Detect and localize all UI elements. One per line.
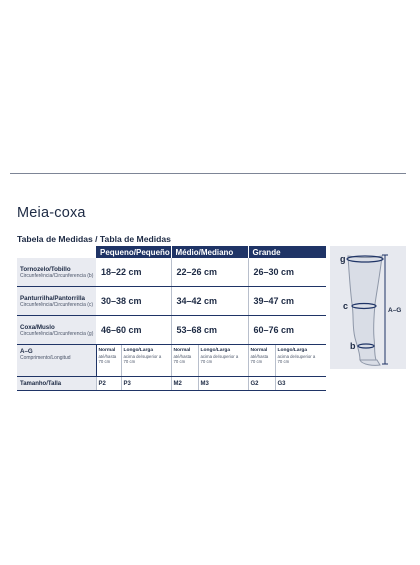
table-row: [17, 287, 326, 316]
length-note: até/hasta: [98, 354, 117, 359]
row-label: Tornozelo/Tobillo: [20, 265, 71, 273]
foot-outline: [360, 360, 380, 365]
length-type: Longo/Larga: [123, 348, 154, 353]
size-code: G2: [248, 377, 275, 391]
header-small: Pequeno/Pequeño: [96, 246, 171, 258]
length-note: 70 cm: [173, 359, 186, 364]
value-cell: 34–42 cm: [171, 287, 248, 316]
row-sublabel: Comprimento/Longitud: [20, 355, 71, 361]
header-row: [17, 246, 326, 258]
length-type: Normal: [250, 348, 268, 353]
length-cell: [198, 345, 248, 377]
value-cell: 53–68 cm: [171, 316, 248, 345]
top-divider: [10, 173, 406, 174]
size-row-label: Tamanho/Talla: [17, 377, 96, 391]
length-cell: [275, 345, 326, 377]
row-label: Coxa/Muslo: [20, 323, 55, 331]
table-row: [17, 258, 326, 287]
length-cell: [171, 345, 198, 377]
value-cell: 26–30 cm: [248, 258, 326, 287]
table-title: Tabela de Medidas / Tabla de Medidas: [17, 234, 171, 244]
length-note: 70 cm: [250, 359, 263, 364]
page-title: Meia-coxa: [17, 205, 86, 221]
length-row: [17, 345, 326, 377]
length-note: acima de/superior a: [200, 354, 239, 359]
size-code: M2: [171, 377, 198, 391]
size-code: M3: [198, 377, 248, 391]
header-medium: Médio/Mediano: [171, 246, 248, 258]
leg-diagram: [330, 246, 406, 369]
size-code: P2: [96, 377, 121, 391]
length-type: Longo/Larga: [277, 348, 308, 353]
size-code: G3: [275, 377, 326, 391]
value-cell: 39–47 cm: [248, 287, 326, 316]
row-label: Panturrilha/Pantorrilla: [20, 294, 85, 302]
length-type: Normal: [173, 348, 191, 353]
length-note: até/hasta: [173, 354, 192, 359]
row-label-cell: [17, 345, 96, 377]
length-range-label: A–G: [388, 307, 402, 314]
length-note: 70 cm: [277, 359, 290, 364]
length-cell: [96, 345, 121, 377]
length-type: Longo/Larga: [200, 348, 231, 353]
value-cell: 22–26 cm: [171, 258, 248, 287]
length-note: 70 cm: [98, 359, 111, 364]
length-cell: [248, 345, 275, 377]
row-label-cell: [17, 316, 96, 345]
value-cell: 60–76 cm: [248, 316, 326, 345]
row-label: A–G: [20, 348, 33, 355]
table-row: [17, 316, 326, 345]
size-code-row: [17, 377, 326, 391]
point-g-label: g: [340, 254, 346, 264]
row-label-cell: [17, 258, 96, 287]
length-note: acima de/superior a: [123, 354, 162, 359]
header-blank-cell: [17, 246, 96, 258]
length-note: até/hasta: [250, 354, 269, 359]
leg-illustration: [330, 246, 406, 369]
row-sublabel: Circunferência/Circunferencia (g): [20, 330, 94, 337]
length-type: Normal: [98, 348, 116, 353]
value-cell: 18–22 cm: [96, 258, 171, 287]
row-sublabel: Circunferência/Circunferencia (b): [20, 272, 94, 279]
size-code: P3: [121, 377, 171, 391]
row-sublabel: Circunferência/Circunferencia (c): [20, 301, 94, 308]
value-cell: 30–38 cm: [96, 287, 171, 316]
length-note: 70 cm: [200, 359, 213, 364]
header-large: Grande: [248, 246, 326, 258]
length-note: acima de/superior a: [277, 354, 316, 359]
row-label-cell: [17, 287, 96, 316]
length-note: 70 cm: [123, 359, 136, 364]
point-b-label: b: [350, 341, 356, 351]
value-cell: 46–60 cm: [96, 316, 171, 345]
point-c-label: c: [343, 301, 349, 311]
length-cell: [121, 345, 171, 377]
size-chart-table: [17, 246, 326, 391]
